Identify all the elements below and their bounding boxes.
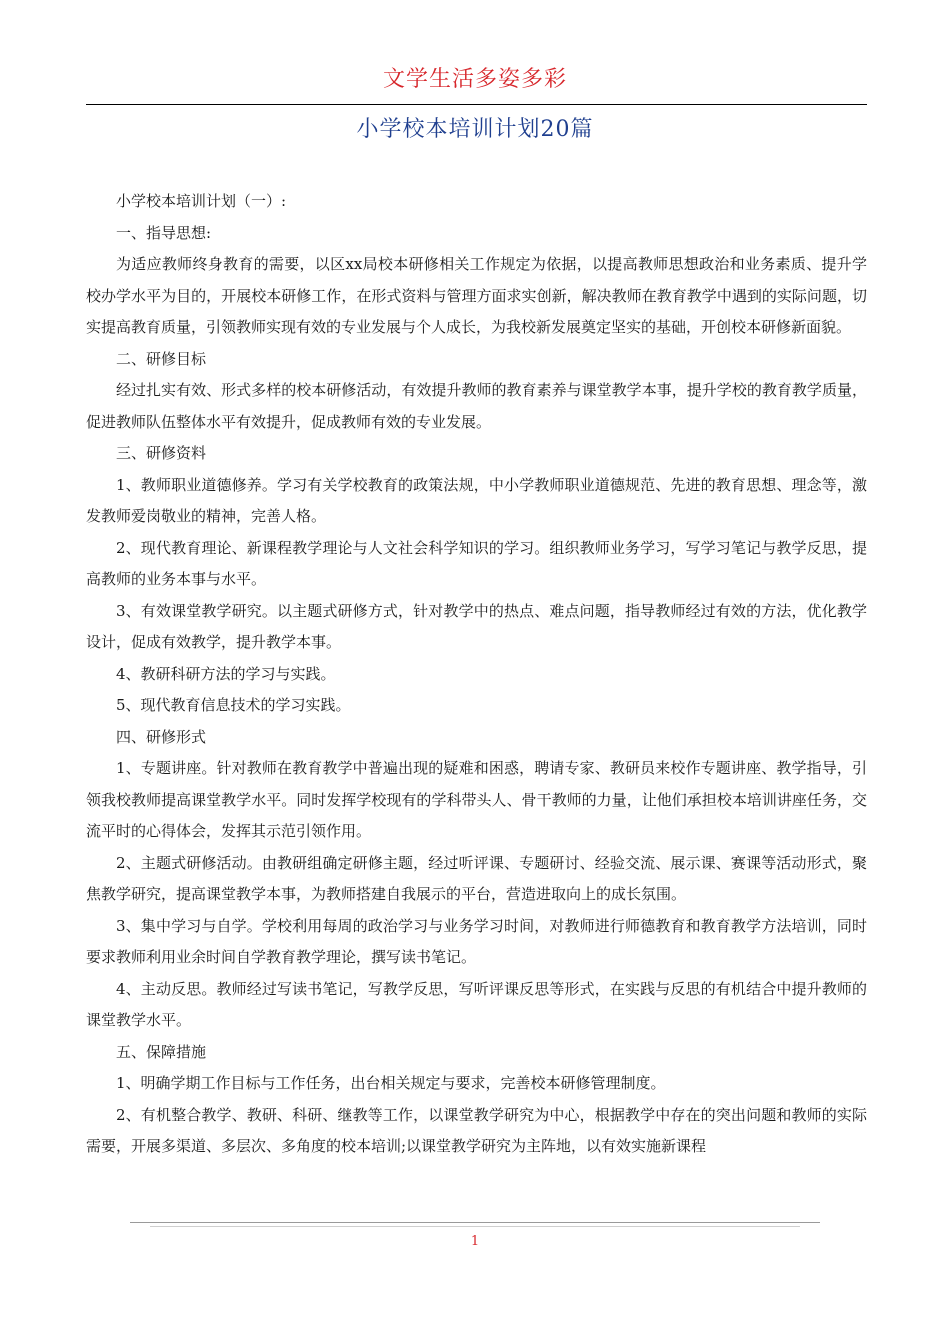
paragraph: 1、明确学期工作目标与工作任务，出台相关规定与要求，完善校本研修管理制度。 xyxy=(116,1074,666,1092)
paragraph: 为适应教师终身教育的需要，以区xx局校本研修相关工作规定为依据，以提高教师思想政治和业务素质、提升学校办学水平为目的，开展校本研修工作，在形式资料与管理方面求实创新，解决教师在教育教学中遇到的实际问题，切实提高教育质量，引领教师实现有效的专业发展与个人成长，为我校新发展奠定坚实的基础，开创校本研修新面貌。 xyxy=(86,255,867,336)
footer-divider-secondary xyxy=(150,1226,800,1227)
paragraph: 2、现代教育理论、新课程教学理论与人文社会科学知识的学习。组织教师业务学习，写学习笔记与教学反思，提高教师的业务本事与水平。 xyxy=(86,538,867,588)
page-number: 1 xyxy=(470,1234,480,1249)
section-heading: 一、指导思想: xyxy=(116,223,212,242)
paragraph: 1、专题讲座。针对教师在教育教学中普遍出现的疑难和困惑，聘请专家、教研员来校作专题讲座、教学指导，引领我校教师提高课堂教学水平。同时发挥学校现有的学科带头人、骨干教师的力量，让他们承担校本培训讲座任务，交流平时的心得体会，发挥其示范引领作用。 xyxy=(86,759,867,840)
paragraph: 2、主题式研修活动。由教研组确定研修主题，经过听评课、专题研讨、经验交流、展示课、赛课等活动形式，聚焦教学研究，提高课堂教学本事，为教师搭建自我展示的平台，营造进取向上的成长氛围。 xyxy=(86,853,867,903)
footer-divider xyxy=(130,1222,820,1223)
paragraph: 5、现代教育信息技术的学习实践。 xyxy=(116,696,351,714)
paragraph: 小学校本培训计划（一）: xyxy=(116,192,287,210)
paragraph: 经过扎实有效、形式多样的校本研修活动，有效提升教师的教育素养与课堂教学本事，提升学校的教育教学质量，促进教师队伍整体水平有效提升，促成教师有效的专业发展。 xyxy=(86,381,867,431)
section-heading: 二、研修目标 xyxy=(116,349,207,368)
paragraph: 4、主动反思。教师经过写读书笔记，写教学反思，写听评课反思等形式，在实践与反思的有机结合中提升教师的课堂教学水平。 xyxy=(86,979,867,1029)
paragraph: 2、有机整合教学、教研、科研、继教等工作，以课堂教学研究为中心，根据教学中存在的突出问题和教师的实际需要，开展多渠道、多层次、多角度的校本培训;以课堂教学研究为主阵地，以有效实施新课程 xyxy=(86,1105,867,1155)
header-text: 文学生活多姿多彩 xyxy=(382,67,567,92)
paragraph: 3、集中学习与自学。学校利用每周的政治学习与业务学习时间，对教师进行师德教育和教育教学方法培训，同时要求教师利用业余时间自学教育教学理论，撰写读书笔记。 xyxy=(86,916,867,966)
document-body xyxy=(86,186,867,1163)
section-heading: 五、保障措施 xyxy=(116,1042,207,1061)
paragraph: 4、教研科研方法的学习与实践。 xyxy=(116,664,336,683)
header-divider xyxy=(86,104,867,105)
section-heading: 三、研修资料 xyxy=(116,444,207,462)
section-heading: 四、研修形式 xyxy=(116,727,207,746)
paragraph: 1、教师职业道德修养。学习有关学校教育的政策法规，中小学教师职业道德规范、先进的教育思想、理念等，激发教师爱岗敬业的精神，完善人格。 xyxy=(86,475,867,525)
document-title: 小学校本培训计划20篇 xyxy=(356,117,594,142)
paragraph: 3、有效课堂教学研究。以主题式研修方式，针对教学中的热点、难点问题，指导教师经过有效的方法，优化教学设计，促成有效教学，提升教学本事。 xyxy=(86,601,867,651)
